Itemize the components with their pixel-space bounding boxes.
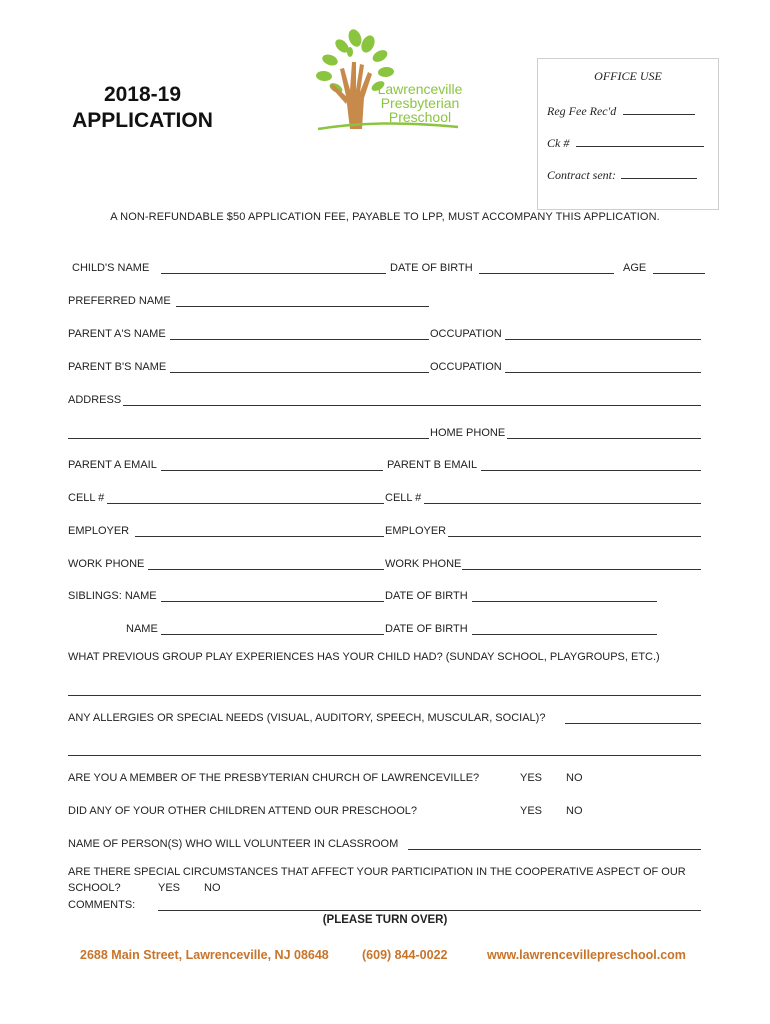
member-no-option[interactable]: NO (566, 772, 583, 784)
parent-a-email-label: PARENT A EMAIL (68, 459, 157, 471)
other-children-no-option[interactable]: NO (566, 805, 583, 817)
logo-line-3: Preschool (388, 109, 452, 125)
parent-a-occupation-label: OCCUPATION (430, 328, 502, 340)
parent-a-cell-field[interactable] (107, 503, 384, 504)
parent-b-cell-field[interactable] (424, 503, 701, 504)
year-heading: 2018-19 (103, 83, 182, 106)
home-phone-label: HOME PHONE (430, 427, 506, 439)
circumstances-no-option[interactable]: NO (204, 882, 221, 894)
office-use-box (537, 58, 719, 210)
address-line-2-field[interactable] (68, 438, 429, 439)
sibling-2-dob-field[interactable] (472, 634, 657, 635)
parent-b-work-phone-field[interactable] (462, 569, 701, 570)
parent-b-email-label: PARENT B EMAIL (387, 459, 478, 471)
comments-label: COMMENTS: (68, 899, 136, 911)
office-use-heading: OFFICE USE (594, 69, 662, 83)
parent-a-name-field[interactable] (170, 339, 429, 340)
footer-phone: (609) 844-0022 (362, 948, 448, 962)
fee-notice: A NON-REFUNDABLE $50 APPLICATION FEE, PAYABLE TO LPP, MUST ACCOMPANY THIS APPLICATION. (110, 211, 660, 223)
parent-b-name-label: PARENT B'S NAME (68, 361, 167, 373)
school-logo (300, 24, 470, 144)
volunteer-field[interactable] (408, 849, 701, 850)
childs-name-label: CHILD'S NAME (72, 262, 150, 274)
childs-name-field[interactable] (161, 273, 386, 274)
allergies-field[interactable] (68, 755, 701, 756)
parent-a-work-phone-label: WORK PHONE (68, 558, 145, 570)
parent-b-name-field[interactable] (170, 372, 429, 373)
sibling-1-name-field[interactable] (161, 601, 384, 602)
parent-a-occupation-field[interactable] (505, 339, 701, 340)
parent-a-employer-field[interactable] (135, 536, 384, 537)
age-label: AGE (623, 262, 647, 274)
preferred-name-field[interactable] (176, 306, 429, 307)
reg-fee-field[interactable] (547, 103, 695, 119)
parent-b-occupation-field[interactable] (505, 372, 701, 373)
play-experience-field[interactable] (68, 695, 701, 696)
parent-b-occupation-label: OCCUPATION (430, 361, 502, 373)
parent-a-cell-label: CELL # (68, 492, 105, 504)
circumstances-question: ARE THERE SPECIAL CIRCUMSTANCES THAT AFFECT YOUR PARTICIPATION IN THE COOPERATIVE ASPECT OF OUR (68, 866, 686, 878)
check-number-field[interactable] (547, 135, 704, 151)
check-number-label: Ck # (547, 136, 570, 150)
footer-website[interactable]: www.lawrencevillepreschool.com (487, 948, 686, 962)
address-field[interactable] (123, 405, 701, 406)
volunteer-question: NAME OF PERSON(S) WHO WILL VOLUNTEER IN CLASSROOM (68, 838, 399, 850)
parent-a-work-phone-field[interactable] (148, 569, 384, 570)
parent-b-employer-label: EMPLOYER (385, 525, 447, 537)
logo-line-1: Lawrenceville (377, 81, 463, 97)
sibling-1-dob-field[interactable] (472, 601, 657, 602)
sibling-2-name-field[interactable] (161, 634, 384, 635)
sibling-2-dob-label: DATE OF BIRTH (385, 623, 468, 635)
other-children-yes-option[interactable]: YES (520, 805, 543, 817)
member-question: ARE YOU A MEMBER OF THE PRESBYTERIAN CHURCH OF LAWRENCEVILLE? (68, 772, 480, 784)
parent-b-cell-label: CELL # (385, 492, 422, 504)
application-heading: APPLICATION (72, 109, 213, 132)
allergies-question: ANY ALLERGIES OR SPECIAL NEEDS (VISUAL, AUDITORY, SPEECH, MUSCULAR, SOCIAL)? (68, 712, 546, 724)
child-dob-label: DATE OF BIRTH (390, 262, 473, 274)
other-children-question: DID ANY OF YOUR OTHER CHILDREN ATTEND OUR PRESCHOOL? (68, 805, 418, 817)
parent-a-name-label: PARENT A'S NAME (68, 328, 166, 340)
logo-line-2: Presbyterian (380, 95, 460, 111)
member-yes-option[interactable]: YES (520, 772, 543, 784)
preferred-name-label: PREFERRED NAME (68, 295, 171, 307)
reg-fee-label: Reg Fee Rec'd (547, 104, 617, 118)
circumstances-yes-option[interactable]: YES (158, 882, 181, 894)
play-experience-question: WHAT PREVIOUS GROUP PLAY EXPERIENCES HAS YOUR CHILD HAD? (SUNDAY SCHOOL, PLAYGROUPS, ETC.) (68, 651, 660, 663)
contract-sent-label: Contract sent: (547, 168, 616, 182)
address-label: ADDRESS (68, 394, 122, 406)
age-field[interactable] (653, 273, 705, 274)
parent-b-employer-field[interactable] (448, 536, 701, 537)
contract-sent-field[interactable] (547, 167, 697, 183)
parent-b-email-field[interactable] (481, 470, 701, 471)
circumstances-question-cont: SCHOOL? (68, 882, 121, 894)
comments-field[interactable] (158, 910, 701, 911)
child-dob-field[interactable] (479, 273, 614, 274)
sibling-1-dob-label: DATE OF BIRTH (385, 590, 468, 602)
allergies-inline-field[interactable] (565, 723, 701, 724)
footer-address: 2688 Main Street, Lawrenceville, NJ 08648 (80, 948, 329, 962)
siblings-name-label: SIBLINGS: NAME (68, 590, 157, 602)
home-phone-field[interactable] (507, 438, 701, 439)
parent-a-employer-label: EMPLOYER (68, 525, 130, 537)
turn-over-note: (PLEASE TURN OVER) (322, 914, 448, 926)
sibling-2-name-label: NAME (126, 623, 158, 635)
parent-b-work-phone-label: WORK PHONE (385, 558, 462, 570)
parent-a-email-field[interactable] (161, 470, 383, 471)
